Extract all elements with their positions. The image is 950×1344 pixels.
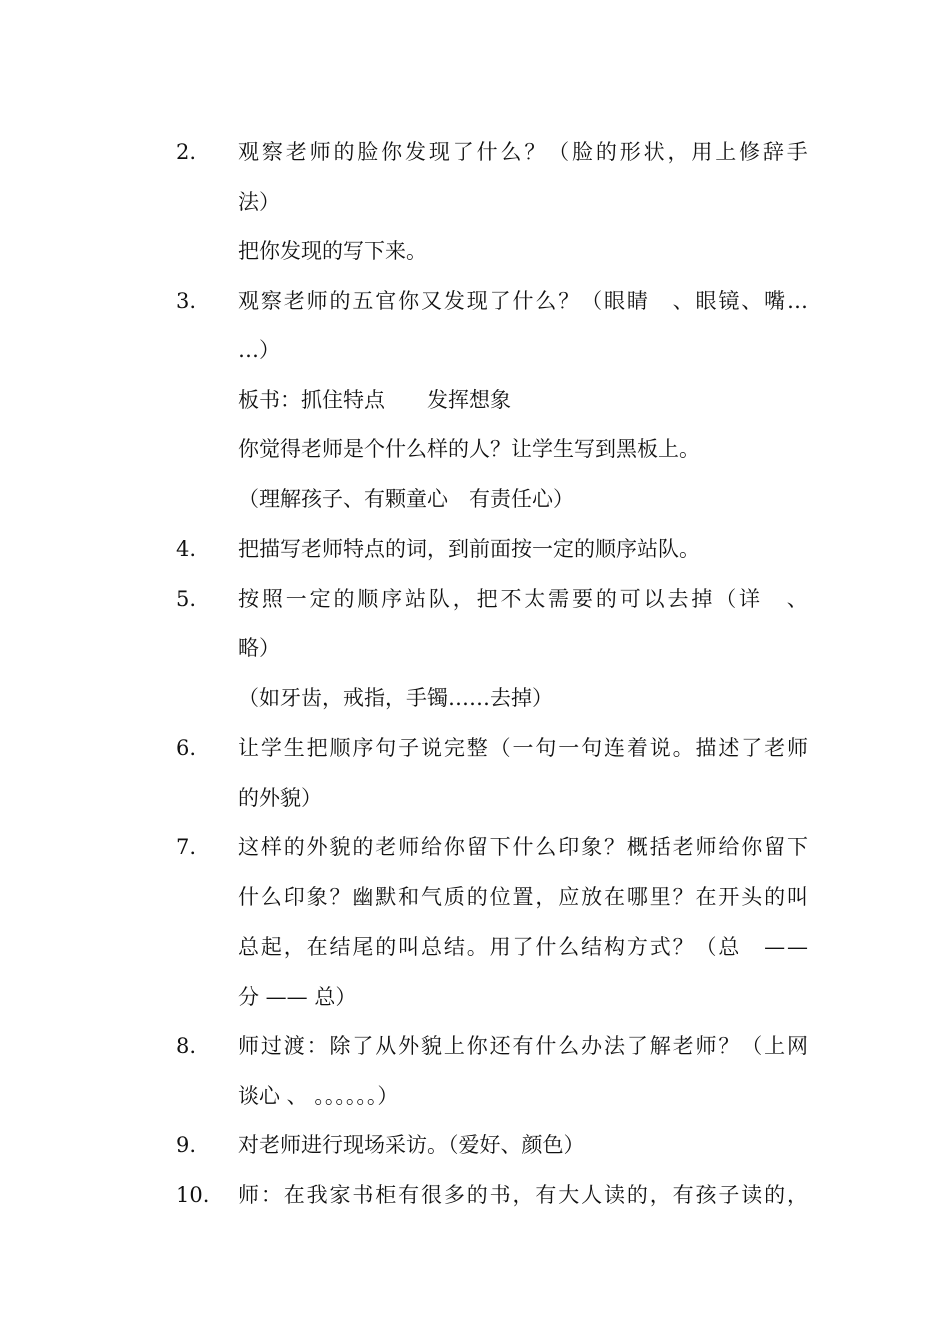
item-number: 8. xyxy=(176,1034,197,1058)
item-number: 4. xyxy=(176,537,197,561)
text-line: 什 么 印 象 ？ 幽 默 和 气 质 的 位 置 ， 应 放 在 哪 里 ？ 在 开 头 的 叫 xyxy=(238,885,808,909)
text-line: 把你发现的写下来。 xyxy=(238,239,427,263)
item-number: 7. xyxy=(176,835,197,859)
text-line: 观 察 老 师 的 五 官 你 又 发 现 了 什 么 ？ （ 眼 睛 、 眼 镜 、 嘴 … xyxy=(238,289,808,313)
item-number: 3. xyxy=(176,289,197,313)
text-line: 让 学 生 把 顺 序 句 子 说 完 整 （ 一 句 一 句 连 着 说 。 描 述 了 老 师 xyxy=(238,736,808,760)
text-line: 按 照 一 定 的 顺 序 站 队 ， 把 不 太 需 要 的 可 以 去 掉 （ 详 、 xyxy=(238,587,808,611)
text-line: 板书：抓住特点 发挥想象 xyxy=(238,388,511,412)
text-line: 对老师进行现场采访。（爱好、颜色） xyxy=(238,1133,585,1157)
item-number: 10. xyxy=(176,1183,210,1207)
text-line: 法） xyxy=(238,190,280,214)
text-line: 师 ： 在 我 家 书 柜 有 很 多 的 书 ， 有 大 人 读 的 ， 有 孩 子 读 的 ， xyxy=(238,1183,808,1207)
text-line: 略） xyxy=(238,636,280,660)
text-line: 的外貌） xyxy=(238,786,322,810)
item-number: 5. xyxy=(176,587,197,611)
text-line: （如牙齿，戒指，手镯……去掉） xyxy=(238,686,553,710)
text-line: 总 起 ， 在 结 尾 的 叫 总 结 。 用 了 什 么 结 构 方 式 ？ （ 总 — — xyxy=(238,935,808,959)
text-line: 把描写老师特点的词，到前面按一定的顺序站队。 xyxy=(238,537,700,561)
text-line: 分 —— 总） xyxy=(238,985,357,1009)
text-line: 你觉得老师是个什么样的人？让学生写到黑板上。 xyxy=(238,437,700,461)
item-number: 2. xyxy=(176,140,197,164)
item-number: 9. xyxy=(176,1133,197,1157)
text-line: 这 样 的 外 貌 的 老 师 给 你 留 下 什 么 印 象 ？ 概 括 老 师 给 你 留 下 xyxy=(238,835,808,859)
item-number: 6. xyxy=(176,736,197,760)
text-line: 谈心 、 。。。。。。） xyxy=(238,1084,399,1108)
text-line: 观 察 老 师 的 脸 你 发 现 了 什 么 ？ （ 脸 的 形 状 ， 用 上 修 辞 手 xyxy=(238,140,808,164)
text-line: （理解孩子、有颗童心 有责任心） xyxy=(238,487,574,511)
text-line: …） xyxy=(238,338,280,362)
text-line: 师 过 渡 ： 除 了 从 外 貌 上 你 还 有 什 么 办 法 了 解 老 师 ？ （ 上 网 xyxy=(238,1034,808,1058)
